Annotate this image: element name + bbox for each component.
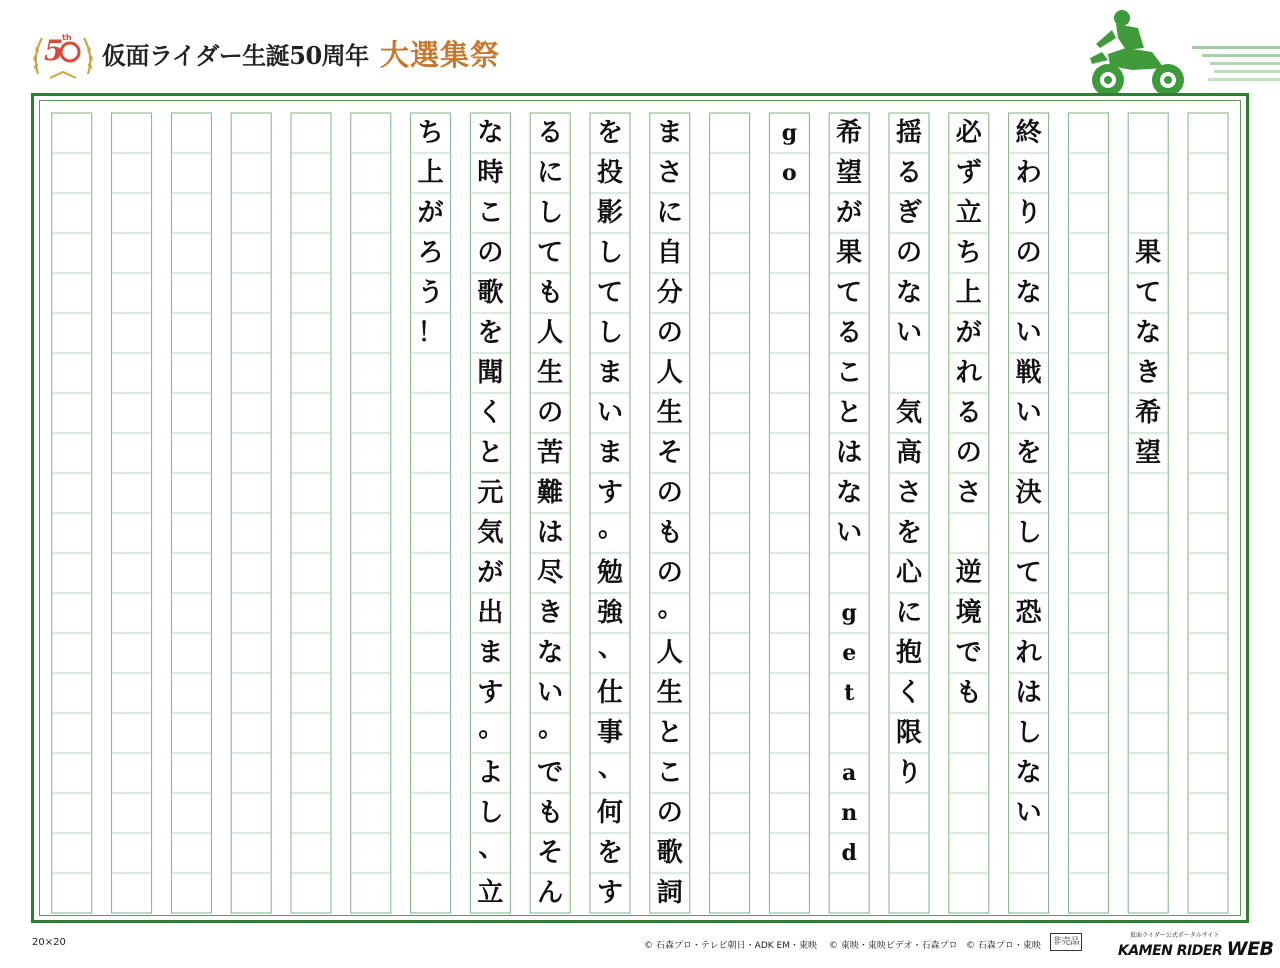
manuscript-char: き [537, 598, 564, 628]
manuscript-char: し [1015, 718, 1042, 748]
manuscript-char: い [895, 318, 922, 348]
manuscript-char: ま [596, 438, 623, 468]
manuscript-column [1188, 101, 1228, 915]
manuscript-char: 逆 [955, 558, 982, 588]
manuscript-char: 終 [1015, 118, 1042, 148]
manuscript-char: ま [477, 638, 504, 668]
manuscript-char: 歌 [477, 278, 504, 308]
manuscript-char: 果 [836, 238, 863, 268]
manuscript-char: に [895, 598, 922, 628]
manuscript-char: 出 [477, 598, 504, 628]
manuscript-char: の [656, 558, 683, 588]
manuscript-char: の [656, 798, 683, 828]
manuscript-char: も [656, 518, 683, 548]
manuscript-char: 恐 [1015, 598, 1042, 628]
manuscript-char: し [596, 318, 623, 348]
manuscript-char: 生 [537, 358, 564, 388]
manuscript-char: 境 [955, 598, 982, 628]
manuscript-char: 強 [596, 598, 623, 628]
manuscript-column [710, 101, 750, 915]
manuscript-char: o [782, 160, 797, 186]
manuscript-char: 詞 [656, 878, 683, 908]
manuscript-char: い [596, 398, 623, 428]
manuscript-char: 勉 [596, 558, 623, 588]
manuscript-char: 人 [656, 358, 683, 388]
copyright-2: © 東映・東映ビデオ・石森プロ [829, 941, 958, 951]
manuscript-char: し [477, 798, 504, 828]
manuscript-char: 投 [596, 158, 623, 188]
manuscript-char: こ [477, 198, 504, 228]
manuscript-column [231, 101, 271, 915]
manuscript-char: る [955, 398, 982, 428]
manuscript-column [590, 101, 630, 915]
manuscript-char: 何 [596, 798, 623, 828]
manuscript-char: を [895, 518, 922, 548]
manuscript-char: な [836, 478, 863, 508]
manuscript-char: 歌 [656, 838, 683, 868]
manuscript-char: 影 [596, 198, 623, 228]
manuscript-char: ま [656, 118, 683, 148]
manuscript-column [829, 101, 869, 915]
manuscript-char: り [1015, 198, 1042, 228]
header [0, 0, 1280, 92]
manuscript-char: て [596, 278, 623, 308]
manuscript-char: を [1015, 438, 1042, 468]
manuscript-char: 決 [1015, 478, 1042, 508]
manuscript-char: れ [1015, 638, 1042, 668]
manuscript-char [1128, 113, 1168, 153]
manuscript-char: し [596, 238, 623, 268]
manuscript-char: も [537, 278, 564, 308]
manuscript-char: で [537, 758, 564, 788]
manuscript-char: 、 [597, 753, 624, 783]
manuscript-char: 必 [955, 118, 982, 148]
manuscript-char: の [537, 398, 564, 428]
manuscript-char: て [537, 238, 564, 268]
manuscript-char: の [895, 238, 922, 268]
manuscript-char: の [656, 478, 683, 508]
manuscript-char: 気 [895, 398, 922, 428]
manuscript-char: す [596, 478, 623, 508]
manuscript-char: e [842, 640, 857, 666]
manuscript-char: 上 [955, 278, 982, 308]
manuscript-char: の [477, 238, 504, 268]
manuscript-char: に [537, 158, 564, 188]
manuscript-char: に [656, 198, 683, 228]
manuscript-char: し [537, 198, 564, 228]
manuscript-char: な [1135, 318, 1162, 348]
manuscript-char: と [836, 398, 863, 428]
manuscript-char: す [477, 678, 504, 708]
manuscript-char: さ [656, 158, 683, 188]
manuscript-char: と [477, 438, 504, 468]
manuscript-char: い [1015, 318, 1042, 348]
manuscript-char [949, 513, 989, 553]
manuscript-char: ち [955, 238, 982, 268]
manuscript-char: で [955, 638, 982, 668]
manuscript-char: ん [537, 878, 564, 908]
manuscript-char: く [477, 398, 504, 428]
manuscript-char: 人 [656, 638, 683, 668]
manuscript-char: a [842, 760, 857, 786]
manuscript-char: こ [656, 758, 683, 788]
manuscript-char: な [1015, 758, 1042, 788]
manuscript-char: 仕 [596, 678, 623, 708]
kr-web-name [1118, 938, 1274, 960]
manuscript-char: 生 [656, 678, 683, 708]
manuscript-char: ろ [417, 238, 444, 268]
manuscript-char: わ [1015, 158, 1042, 188]
manuscript-char: ま [596, 358, 623, 388]
manuscript-char: の [1015, 238, 1042, 268]
manuscript-char: 生 [656, 398, 683, 428]
manuscript-char: な [537, 638, 564, 668]
manuscript-char: の [656, 318, 683, 348]
manuscript-char: 高 [895, 438, 922, 468]
manuscript-char: さ [955, 478, 982, 508]
manuscript-paper [31, 93, 1249, 923]
manuscript-char: 聞 [477, 358, 504, 388]
manuscript-char: 元 [477, 478, 504, 508]
manuscript-char: い [1015, 398, 1042, 428]
manuscript-char: ぎ [895, 198, 922, 228]
manuscript-char: 難 [537, 478, 564, 508]
manuscript-column [411, 101, 451, 915]
manuscript-column [1009, 101, 1049, 915]
manuscript-char: 時 [477, 158, 504, 188]
grid-lines [40, 101, 1245, 920]
manuscript-char: 上 [417, 158, 444, 188]
manuscript-char: 尽 [537, 558, 564, 588]
manuscript-char: れ [955, 358, 982, 388]
manuscript-char: ！ [417, 318, 444, 348]
manuscript-column [650, 101, 690, 915]
manuscript-column [889, 101, 929, 915]
manuscript-char [829, 553, 869, 593]
manuscript-char: 、 [478, 833, 505, 863]
rider-on-motorcycle-illustration [1082, 8, 1280, 100]
manuscript-column [949, 101, 989, 915]
manuscript-char: く [895, 678, 922, 708]
manuscript-char: な [895, 278, 922, 308]
manuscript-char: 、 [597, 633, 624, 663]
manuscript-column [1128, 101, 1168, 915]
manuscript-column [769, 101, 809, 915]
manuscript-char: は [836, 438, 863, 468]
grid-size-label: 20×20 [32, 937, 66, 948]
manuscript-char: 立 [477, 878, 504, 908]
manuscript-char [889, 353, 929, 393]
manuscript-char: そ [656, 438, 683, 468]
manuscript-char [829, 713, 869, 753]
manuscript-char: 抱 [895, 638, 922, 668]
manuscript-char: が [955, 318, 982, 348]
manuscript-column [171, 101, 211, 915]
manuscript-char: を [596, 118, 623, 148]
manuscript-char: 望 [1135, 438, 1162, 468]
manuscript-char: て [1135, 278, 1162, 308]
manuscript-char: 戦 [1015, 358, 1042, 388]
manuscript-column [1068, 101, 1108, 915]
manuscript-char: ず [955, 158, 982, 188]
event-title: 仮面ライダー生誕50周年 [102, 41, 369, 70]
manuscript-char: 限 [895, 718, 922, 748]
manuscript-char: い [537, 678, 564, 708]
manuscript-char: が [477, 558, 504, 588]
manuscript-char: が [417, 198, 444, 228]
manuscript-char: 心 [895, 558, 922, 588]
kr-web-tagline: 仮面ライダー公式ポータルサイト [1130, 932, 1220, 939]
not-for-sale-badge: 非売品 [1050, 933, 1082, 951]
manuscript-char: g [841, 600, 857, 626]
copyright-1: © 石森プロ・テレビ朝日・ADK EM・東映 [644, 941, 817, 951]
manuscript-grid [39, 100, 1241, 916]
manuscript-char: 自 [656, 238, 683, 268]
manuscript-char: ち [417, 118, 444, 148]
manuscript-char: 希 [1135, 398, 1162, 428]
manuscript-char: 苦 [537, 438, 564, 468]
manuscript-char: 揺 [895, 118, 922, 148]
manuscript-char: を [596, 838, 623, 868]
manuscript-char: と [656, 718, 683, 748]
manuscript-char: 。 [478, 713, 505, 743]
manuscript-char: 人 [537, 318, 564, 348]
manuscript-char: は [1015, 678, 1042, 708]
manuscript-char: り [895, 758, 922, 788]
manuscript-char: d [841, 840, 857, 866]
manuscript-char: も [955, 678, 982, 708]
manuscript-char: る [537, 118, 564, 148]
manuscript-char: し [1015, 518, 1042, 548]
svg-text:th: th [62, 33, 72, 42]
manuscript-char: こ [836, 358, 863, 388]
footer [0, 928, 1280, 968]
manuscript-char: 。 [657, 593, 684, 623]
manuscript-char: 望 [836, 158, 863, 188]
manuscript-char: う [417, 278, 444, 308]
manuscript-char: 立 [955, 198, 982, 228]
manuscript-char: る [836, 318, 863, 348]
manuscript-char: そ [537, 838, 564, 868]
manuscript-char: を [477, 318, 504, 348]
manuscript-char: 希 [836, 118, 863, 148]
manuscript-char: る [895, 158, 922, 188]
svg-text:5: 5 [44, 34, 64, 67]
manuscript-char: い [1015, 798, 1042, 828]
manuscript-char: す [596, 878, 623, 908]
manuscript-column [351, 101, 391, 915]
kr-web-name-1: KAMEN RIDER [1118, 943, 1223, 959]
manuscript-char: t [844, 680, 855, 706]
manuscript-column [530, 101, 570, 915]
manuscript-column [470, 101, 510, 915]
manuscript-char: n [841, 800, 858, 826]
manuscript-char [1128, 153, 1168, 193]
manuscript-char: 事 [596, 718, 623, 748]
copyright-3: © 石森プロ・東映 [966, 941, 1041, 951]
manuscript-char: 果 [1135, 238, 1162, 268]
manuscript-char: よ [477, 758, 504, 788]
manuscript-column [291, 101, 331, 915]
manuscript-char: が [836, 198, 863, 228]
manuscript-char: 分 [656, 278, 683, 308]
manuscript-char: な [1015, 278, 1042, 308]
manuscript-char: さ [895, 478, 922, 508]
manuscript-char: 。 [597, 513, 624, 543]
manuscript-char [1128, 193, 1168, 233]
event-title-accent: 大選集祭 [380, 38, 501, 72]
manuscript-char: て [1015, 558, 1042, 588]
manuscript-char: な [477, 118, 504, 148]
manuscript-char: も [537, 798, 564, 828]
manuscript-char: の [955, 438, 982, 468]
manuscript-char: は [537, 518, 564, 548]
manuscript-char: き [1135, 358, 1162, 388]
manuscript-column [52, 101, 92, 915]
manuscript-char: 気 [477, 518, 504, 548]
manuscript-char: い [836, 518, 863, 548]
anniversary-50th-logo [28, 22, 98, 86]
manuscript-char: て [836, 278, 863, 308]
kr-web-name-2: WEB [1226, 938, 1274, 960]
manuscript-char: g [781, 120, 798, 146]
manuscript-char: 。 [538, 713, 565, 743]
kamen-rider-web-logo [1104, 930, 1274, 960]
manuscript-column [112, 101, 152, 915]
